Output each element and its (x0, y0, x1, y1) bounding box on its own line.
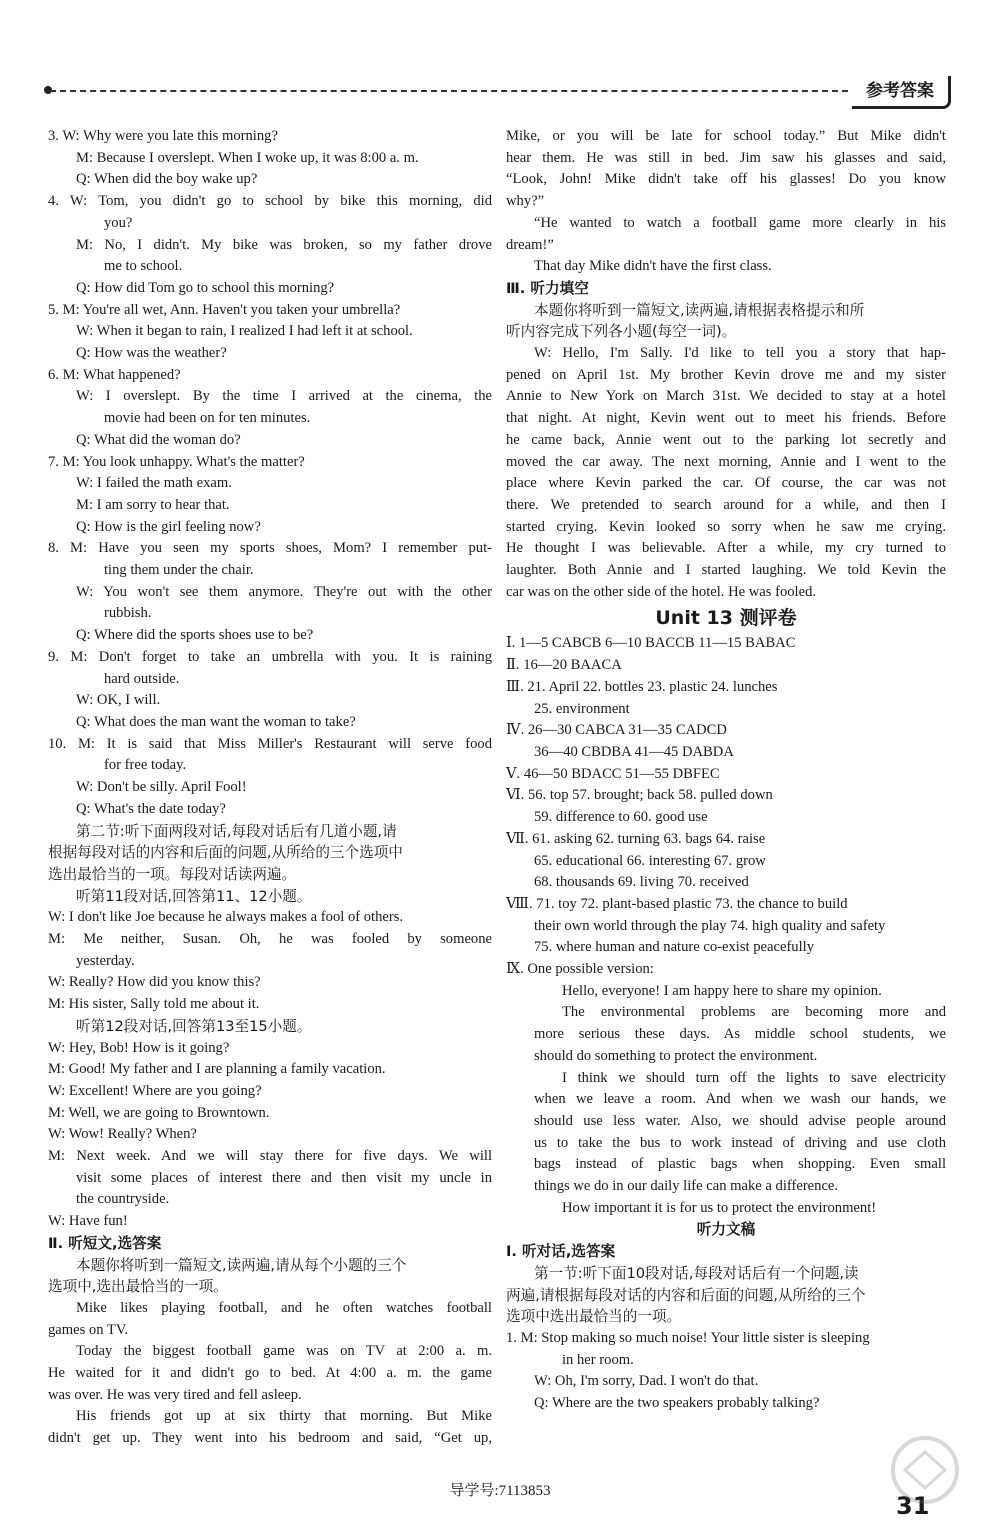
left-text-line: M: Well, we are going to Browntown. (48, 1104, 270, 1121)
left-text-line: M: His sister, Sally told me about it. (48, 996, 260, 1013)
right-text-line: he came back, Annie went out to the parking lot secretly and (506, 431, 946, 448)
left-text-line: you? (104, 214, 133, 231)
left-text-line: me to school. (104, 258, 183, 275)
left-text-line: 7. M: You look unhappy. What's the matter? (48, 453, 305, 470)
right-text-line: there. We pretended to search around for a while, and then I (506, 496, 946, 513)
left-text-line: 根据每段对话的内容和后面的问题,从所给的三个选项中 (48, 844, 403, 862)
right-text-line: Unit 13 测评卷 (655, 607, 797, 630)
right-text-line: 36—40 CBDBA 41—45 DABDA (534, 743, 734, 760)
left-text-line: M: Next week. And we will stay there for five days. We will (48, 1148, 492, 1165)
left-text-line: W: When it began to rain, I realized I had left it at school. (76, 323, 413, 340)
header-label: 参考答案 (852, 76, 951, 109)
right-text-line: moved the car away. The next morning, Annie and I went to the (506, 453, 946, 470)
right-text-line: Hello, everyone! I am happy here to share my opinion. (562, 982, 882, 999)
left-text-line: W: Hey, Bob! How is it going? (48, 1039, 230, 1056)
left-text-line: Q: What's the date today? (76, 800, 226, 817)
right-text-line: started crying. Kevin looked so sorry when he saw me crying. (506, 518, 946, 535)
left-text-line: Q: How is the girl feeling now? (76, 518, 261, 535)
right-text-line: Ⅵ. 56. top 57. brought; back 58. pulled down (506, 787, 773, 804)
right-text-line: 听力文稿 (696, 1221, 756, 1239)
left-text-line: W: Wow! Really? When? (48, 1126, 197, 1143)
left-text-line: 本题你将听到一篇短文,读两遍,请从每个小题的三个 (76, 1256, 407, 1274)
right-text-line: should use less water. Also, we should advise people around (534, 1112, 946, 1129)
right-text-line: things we do in our daily life can make a difference. (534, 1178, 839, 1195)
right-text-line: hear them. He was still in bed. Jim saw his glasses and said, (506, 149, 946, 166)
right-text-line: 本题你将听到一篇短文,读两遍,请根据表格提示和所 (534, 301, 865, 319)
right-text-line: “Look, John! Mike didn't take off his glasses! Do you know (506, 171, 946, 188)
left-text-line: 5. M: You're all wet, Ann. Haven't you taken your umbrella? (48, 301, 401, 318)
left-text-line: Q: What did the woman do? (76, 431, 241, 448)
right-text-line: that night. At night, Kevin went out to meet his friends. Before (506, 410, 946, 427)
left-text-line: ting them under the chair. (104, 562, 254, 579)
left-text-line: for free today. (104, 757, 187, 774)
left-text-line: 4. W: Tom, you didn't go to school by bike this morning, did (48, 193, 492, 210)
right-text-line: laughter. Both Annie and I started laughing. We told Kevin the (506, 562, 946, 579)
right-text-line: Q: Where are the two speakers probably talking? (534, 1395, 820, 1412)
left-text-line: movie had been on for ten minutes. (104, 410, 311, 427)
left-text-line: M: I am sorry to hear that. (76, 496, 230, 513)
right-text-line: 65. educational 66. interesting 67. grow (534, 852, 766, 869)
left-text-line: rubbish. (104, 605, 152, 622)
left-text-line: 选项中,选出最恰当的一项。 (48, 1278, 228, 1296)
left-text-line: W: I overslept. By the time I arrived at the cinema, the (76, 388, 492, 405)
right-text-line: Ⅲ. 听力填空 (506, 279, 589, 297)
left-text-line: W: Excellent! Where are you going? (48, 1082, 262, 1099)
right-text-line: Annie to New York on March 31st. We decided to stay at a hotel (506, 388, 946, 405)
left-column (48, 126, 492, 1450)
right-text-line: “He wanted to watch a football game more clearly in his (534, 214, 946, 231)
right-text-line: Mike, or you will be late for school today.” But Mike didn't (506, 128, 946, 144)
right-text-line: pened on April 1st. My brother Kevin drove me and my sister (506, 366, 946, 383)
right-text-line: their own world through the play 74. high quality and safety (534, 917, 886, 934)
right-text-line: 59. difference to 60. good use (534, 809, 708, 826)
left-text-line: Q: How did Tom go to school this morning? (76, 279, 335, 296)
header-dashed-rule (50, 90, 848, 92)
left-text-line: Q: What does the man want the woman to take? (76, 713, 356, 730)
left-text-line: 听第11段对话,回答第11、12小题。 (76, 887, 312, 905)
right-text-line: in her room. (562, 1351, 634, 1368)
left-text-line: 3. W: Why were you late this morning? (48, 128, 278, 144)
left-text-line: hard outside. (104, 670, 180, 687)
left-text-line: 8. M: Have you seen my sports shoes, Mom? I remember put- (48, 540, 492, 557)
right-text-line: How important it is for us to protect the environment! (562, 1199, 877, 1216)
right-text-line: 选项中选出最恰当的一项。 (506, 1308, 682, 1326)
right-text-line: Ⅱ. 16—20 BAACA (506, 657, 622, 674)
left-text-line: W: OK, I will. (76, 692, 161, 709)
left-text-line: 选出最恰当的一项。每段对话读两遍。 (48, 865, 297, 883)
right-text-line: He thought I was believable. After a while, my cry turned to (506, 540, 946, 557)
right-text-line: 第一节:听下面10段对话,每段对话后有一个问题,读 (534, 1264, 859, 1282)
right-text-line: Ⅸ. One possible version: (506, 961, 654, 978)
left-text-line: games on TV. (48, 1321, 129, 1338)
left-text-line: M: Because I overslept. When I woke up, it was 8:00 a. m. (76, 149, 419, 166)
watermark-logo (870, 1430, 980, 1516)
left-text-line: W: You won't see them anymore. They're out with the other (76, 583, 492, 600)
right-text-line: W: Hello, I'm Sally. I'd like to tell you a story that hap- (534, 345, 946, 362)
left-text-line: He waited for it and didn't go to bed. At 4:00 a. m. the game (48, 1365, 492, 1382)
right-text-line: Ⅷ. 71. toy 72. plant-based plastic 73. the chance to build (506, 895, 848, 912)
right-text-line: 两遍,请根据每段对话的内容和后面的问题,从所给的三个 (506, 1286, 866, 1304)
right-text-line: The environmental problems are becoming more and (562, 1004, 946, 1021)
right-text-line: Ⅰ. 1—5 CABCB 6—10 BACCB 11—15 BABAC (506, 635, 796, 652)
left-text-line: 9. M: Don't forget to take an umbrella with you. It is raining (48, 648, 492, 665)
right-text-line: 75. where human and nature co-exist peacefully (534, 939, 815, 956)
left-text-line: was over. He was very tired and fell asleep. (48, 1386, 302, 1403)
right-text-line: more serious these days. As middle school students, we (534, 1026, 946, 1043)
left-text-line: W: Really? How did you know this? (48, 974, 261, 991)
right-text-line: 听内容完成下列各小题(每空一词)。 (506, 323, 737, 341)
left-text-line: W: I don't like Joe because he always makes a fool of others. (48, 909, 404, 926)
right-text-line: W: Oh, I'm sorry, Dad. I won't do that. (534, 1373, 759, 1390)
left-text-line: didn't get up. They went into his bedroom and said, “Get up, (48, 1430, 492, 1447)
left-text-line: Today the biggest football game was on TV at 2:00 a. m. (76, 1343, 492, 1360)
footer-guide-number: 导学号:7113853 (449, 1483, 551, 1499)
right-text-line: Ⅳ. 26—30 CABCA 31—35 CADCD (506, 722, 727, 739)
right-text-line: place where Kevin parked the car. Of course, the car was not (506, 475, 946, 492)
left-text-line: M: Me neither, Susan. Oh, he was fooled by someone (48, 931, 492, 948)
left-text-line: W: Have fun! (48, 1213, 128, 1230)
right-text-line: 1. M: Stop making so much noise! Your little sister is sleeping (506, 1329, 870, 1346)
right-text-line: why?” (506, 193, 545, 210)
right-text-line: Ⅶ. 61. asking 62. turning 63. bags 64. raise (506, 830, 766, 847)
left-text-line: W: Don't be silly. April Fool! (76, 779, 247, 796)
right-text-line: when we leave a room. And when we wash our hands, we (534, 1091, 946, 1108)
right-text-line: should do something to protect the environment. (534, 1047, 818, 1064)
left-text-line: 听第12段对话,回答第13至15小题。 (76, 1017, 312, 1035)
right-text-line: 25. environment (534, 700, 630, 717)
right-text-line: Ⅴ. 46—50 BDACC 51—55 DBFEC (506, 765, 720, 782)
right-text-line: 68. thousands 69. living 70. received (534, 874, 749, 891)
left-text-line: Q: When did the boy wake up? (76, 171, 258, 188)
left-text-line: M: Good! My father and I are planning a family vacation. (48, 1061, 386, 1078)
left-text-line: 6. M: What happened? (48, 366, 181, 383)
left-text-line: W: I failed the math exam. (76, 475, 232, 492)
page-number: 31 (896, 1492, 930, 1520)
right-text-line: car was on the other side of the hotel. He was fooled. (506, 583, 817, 600)
right-text-line: Ⅲ. 21. April 22. bottles 23. plastic 24. lunches (506, 678, 778, 695)
left-text-line: Q: How was the weather? (76, 345, 227, 362)
right-text-line: That day Mike didn't have the first class. (534, 258, 772, 275)
left-text-line: the countryside. (76, 1191, 170, 1208)
left-text-line: His friends got up at six thirty that morning. But Mike (76, 1408, 492, 1425)
left-text-line: 10. M: It is said that Miss Miller's Restaurant will serve food (48, 735, 492, 752)
left-text-line: Mike likes playing football, and he often watches football (76, 1299, 492, 1316)
right-column (506, 126, 946, 1415)
left-text-line: Ⅱ. 听短文,选答案 (48, 1234, 162, 1252)
left-text-line: visit some places of interest there and then visit my uncle in (76, 1169, 492, 1186)
left-text-line: Q: Where did the sports shoes use to be? (76, 627, 314, 644)
left-text-line: M: No, I didn't. My bike was broken, so my father drove (76, 236, 492, 253)
right-text-line: bags instead of plastic bags when shopping. Even small (534, 1156, 946, 1173)
right-text-line: Ⅰ. 听对话,选答案 (506, 1243, 616, 1261)
left-text-line: yesterday. (76, 952, 135, 969)
right-text-line: I think we should turn off the lights to save electricity (562, 1069, 946, 1086)
right-text-line: us to take the bus to work instead of driving and use cloth (534, 1134, 946, 1151)
left-text-line: 第二节:听下面两段对话,每段对话后有几道小题,请 (76, 822, 397, 840)
right-text-line: dream!” (506, 236, 554, 253)
